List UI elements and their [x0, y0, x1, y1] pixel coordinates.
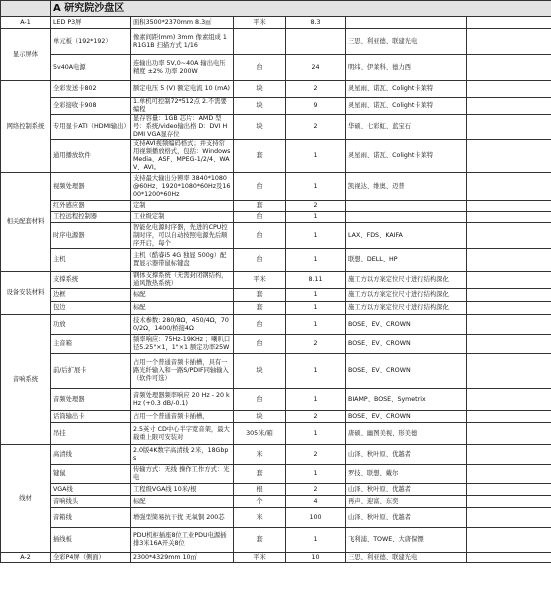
qty-cell: 1	[286, 528, 346, 553]
spec-cell: 智能化电源时序器，先进的CPU控制时序，可以自动按照电源先后顺序开启，每个	[131, 223, 234, 249]
unit-cell: 305米/箱	[234, 423, 286, 445]
spec-cell: 增强型简易抗干扰 无氧铜 200芯	[131, 508, 234, 528]
brand-cell: 山泽、秋叶原、优越者	[346, 508, 467, 528]
item-name-cell: LED P3屏	[51, 17, 131, 29]
spec-cell: 2.0版4K数字高清线 2米，18Gbps	[131, 445, 234, 465]
unit-cell: 平米	[234, 553, 286, 563]
empty-cell	[467, 496, 551, 508]
item-name-cell: 视频处理器	[51, 173, 131, 201]
qty-cell: 1	[286, 223, 346, 249]
item-name-cell: 时序电源器	[51, 223, 131, 249]
unit-cell: 台	[234, 55, 286, 81]
table-row	[1, 55, 551, 81]
qty-cell: 2	[286, 115, 346, 140]
table-row	[1, 389, 551, 411]
spec-cell: 音频处理器频率响应 20 Hz - 20 kHz (+0.3 dB/-0.1)	[131, 389, 234, 411]
unit-cell: 个	[234, 496, 286, 508]
empty-cell	[467, 484, 551, 496]
table-row	[1, 201, 551, 212]
empty-cell	[467, 445, 551, 465]
spec-cell: 频率响应：75Hz-19KHz ；喇叭口径5.25"×1，1"×1 额定功率25W	[131, 335, 234, 354]
unit-cell: 套	[234, 465, 286, 484]
brand-cell: 灵星雨、诺瓦、Colight卡莱特	[346, 140, 467, 173]
brand-cell: 灵星雨、诺瓦、Colight卡莱特	[346, 98, 467, 115]
empty-cell	[467, 29, 551, 55]
empty-cell	[467, 81, 551, 98]
unit-cell: 台	[234, 173, 286, 201]
table-row	[1, 289, 551, 302]
brand-cell: BOSE、EV、CROWN	[346, 354, 467, 389]
table-row	[1, 272, 551, 289]
item-name-cell: VGA线	[51, 484, 131, 496]
qty-cell	[286, 29, 346, 55]
table-row	[1, 553, 551, 563]
empty-cell	[467, 223, 551, 249]
brand-cell: 施工方以方案定位尺寸进行结构深化	[346, 272, 467, 289]
unit-cell: 台	[234, 335, 286, 354]
spec-cell: 额定电压 5 (V) 额定电流 10 (mA)	[131, 81, 234, 98]
qty-cell: 1	[286, 465, 346, 484]
brand-cell: 施工方以方案定位尺寸进行结构深化	[346, 302, 467, 315]
item-name-cell: 红外感应器	[51, 201, 131, 212]
spec-cell: 占用一个普通音频卡插槽，具有一路光纤输入和一路S/PDIF同轴输入（软件可选）	[131, 354, 234, 389]
qty-cell: 4	[286, 496, 346, 508]
unit-cell: 套	[234, 140, 286, 173]
qty-cell: 1	[286, 354, 346, 389]
spec-cell: 工业级定制	[131, 212, 234, 223]
table-row	[1, 335, 551, 354]
spec-cell: 钢体支撑系统（无需封闭钢结构，通风散热系统）	[131, 272, 234, 289]
table-title: A 研究院沙盘区	[51, 1, 551, 17]
qty-cell: 10	[286, 553, 346, 563]
empty-cell	[467, 528, 551, 553]
table-row	[1, 445, 551, 465]
unit-cell: 平米	[234, 17, 286, 29]
item-name-cell: 前/后扩展卡	[51, 354, 131, 389]
table-row	[1, 496, 551, 508]
unit-cell: 米	[234, 508, 286, 528]
unit-cell: 米	[234, 445, 286, 465]
unit-cell: 块	[234, 115, 286, 140]
table-row	[1, 173, 551, 201]
item-name-cell: 通用播放软件	[51, 140, 131, 173]
item-name-cell: 工控远程控制器	[51, 212, 131, 223]
qty-cell: 1	[286, 315, 346, 335]
empty-cell	[467, 173, 551, 201]
unit-cell: 块	[234, 411, 286, 423]
item-name-cell: 5v40A电源	[51, 55, 131, 81]
empty-cell	[467, 508, 551, 528]
qty-cell: 1	[286, 289, 346, 302]
spec-cell: 1.单机可控制72*512点 2.不需要编程	[131, 98, 234, 115]
brand-cell: 凯视达、维奥、迈普	[346, 173, 467, 201]
qty-cell: 8.3	[286, 17, 346, 29]
item-name-cell: 全彩P4屏（侧面）	[51, 553, 131, 563]
table-row	[1, 115, 551, 140]
empty-cell	[467, 55, 551, 81]
empty-cell	[467, 354, 551, 389]
brand-cell: 华硕、七彩虹、蓝宝石	[346, 115, 467, 140]
spec-cell: 支持最大输出分辨率 3840*1080@60Hz、1920*1080*60Hz及1600*1200*60Hz	[131, 173, 234, 201]
spec-cell: 支持AVI视频编码格式；并支持常用视频播放格式，包括：Windows Media、ASF、MPEG-1/2/4、WAV、AVI。	[131, 140, 234, 173]
unit-cell: 台	[234, 212, 286, 223]
table-row	[1, 212, 551, 223]
empty-cell	[467, 272, 551, 289]
item-name-cell: 主机	[51, 249, 131, 272]
qty-cell: 9	[286, 98, 346, 115]
empty-cell	[467, 140, 551, 173]
qty-cell: 1	[286, 140, 346, 173]
brand-cell: BOSE、EV、CROWN	[346, 335, 467, 354]
table-row	[1, 81, 551, 98]
item-name-cell: 支撑系统	[51, 272, 131, 289]
table-row	[1, 29, 551, 55]
spec-cell: 工程级VGA线 10米/根	[131, 484, 234, 496]
empty-cell	[467, 212, 551, 223]
brand-cell: 灵星雨、诺瓦、Colight卡莱特	[346, 81, 467, 98]
table-row	[1, 508, 551, 528]
qty-cell: 1	[286, 302, 346, 315]
qty-cell: 2	[286, 201, 346, 212]
qty-cell: 1	[286, 249, 346, 272]
table-row	[1, 140, 551, 173]
brand-cell: LAX、FDS、KAIFA	[346, 223, 467, 249]
unit-cell: 块	[234, 98, 286, 115]
category-cell: A-1	[1, 17, 51, 29]
empty-cell	[467, 423, 551, 445]
item-name-cell: 全彩接收卡908	[51, 98, 131, 115]
unit-cell: 套	[234, 201, 286, 212]
brand-cell: 唐硕、幽图美视、形美德	[346, 423, 467, 445]
spec-cell: 像素间距(mm) 3mm 像素组成 1R1G1B 扫描方式 1/16	[131, 29, 234, 55]
item-name-cell: 主音箱	[51, 335, 131, 354]
qty-cell: 1	[286, 389, 346, 411]
empty-cell	[1, 1, 51, 17]
empty-cell	[467, 389, 551, 411]
item-name-cell: 功放	[51, 315, 131, 335]
brand-cell: 罗技、联想、戴尔	[346, 465, 467, 484]
spec-cell: 显存容量：1GB 芯片：AMD 型号：系统/video输出格 D：DVI HDMI VGA显存位	[131, 115, 234, 140]
unit-cell: 块	[234, 81, 286, 98]
brand-cell: BOSE、EV、CROWN	[346, 315, 467, 335]
qty-cell: 2	[286, 411, 346, 423]
item-name-cell: 专用显卡ATI（HDMI输出）	[51, 115, 131, 140]
unit-cell: 台	[234, 249, 286, 272]
spec-cell: 传输方式：无线 操作工作方式：光电	[131, 465, 234, 484]
unit-cell: 套	[234, 289, 286, 302]
table-row	[1, 423, 551, 445]
qty-cell: 2	[286, 81, 346, 98]
empty-cell	[467, 465, 551, 484]
qty-cell: 2	[286, 335, 346, 354]
spec-cell: 定制	[131, 201, 234, 212]
table-row	[1, 315, 551, 335]
item-name-cell: 边框	[51, 289, 131, 302]
brand-cell: 明纬、伊莱科、德力西	[346, 55, 467, 81]
category-cell: 网络控制系统	[1, 81, 51, 173]
qty-cell: 2	[286, 445, 346, 465]
brand-cell: 联想、DELL、HP	[346, 249, 467, 272]
category-cell: A-2	[1, 553, 51, 563]
brand-cell	[346, 17, 467, 29]
qty-cell: 1	[286, 212, 346, 223]
brand-cell: 山泽、秋叶原、优越者	[346, 484, 467, 496]
item-name-cell: 键鼠	[51, 465, 131, 484]
empty-cell	[467, 115, 551, 140]
unit-cell: 台	[234, 223, 286, 249]
spec-cell: 标配	[131, 496, 234, 508]
qty-cell: 2	[286, 484, 346, 496]
unit-cell: 平米	[234, 272, 286, 289]
table-row	[1, 223, 551, 249]
item-name-cell: 音箱线	[51, 508, 131, 528]
empty-cell	[467, 201, 551, 212]
brand-cell: 飞利浦、TOWE、大唐保镖	[346, 528, 467, 553]
spec-cell: 2300*4329mm 10㎡	[131, 553, 234, 563]
table-row	[1, 17, 551, 29]
spec-cell: 2.5英寸 CD中心半字宽音架，最大载重上限可安装对	[131, 423, 234, 445]
unit-cell	[234, 29, 286, 55]
table-row	[1, 484, 551, 496]
empty-cell	[467, 302, 551, 315]
unit-cell: 台	[234, 389, 286, 411]
brand-cell: 三思、利亚德、联建光电	[346, 553, 467, 563]
qty-cell: 1	[286, 423, 346, 445]
qty-cell: 100	[286, 508, 346, 528]
table-row	[1, 98, 551, 115]
empty-cell	[467, 411, 551, 423]
spec-cell: 连输出功率 5V,0~40A 输出电压精度 ±2% 功率 200W	[131, 55, 234, 81]
qty-cell: 1	[286, 173, 346, 201]
spec-cell: 标配	[131, 302, 234, 315]
brand-cell: BIAMP、BOSE、Symetrix	[346, 389, 467, 411]
brand-cell	[346, 212, 467, 223]
item-name-cell: 全彩发送卡802	[51, 81, 131, 98]
brand-cell: 山泽、秋叶原、优越者	[346, 445, 467, 465]
spec-cell: 技术参数: 280/8Ω，450/4Ω，700/2Ω，1400/桥接4Ω	[131, 315, 234, 335]
item-name-cell: 音频处理器	[51, 389, 131, 411]
brand-cell: BOSE、EV、CROWN	[346, 411, 467, 423]
table-row	[1, 411, 551, 423]
brand-cell: 三思、利亚德、联建光电	[346, 29, 467, 55]
spec-cell: 主机（酷睿i5 4G 独显 500g）配置显示器带鼠标键盘	[131, 249, 234, 272]
item-name-cell: 插线板	[51, 528, 131, 553]
table-row	[1, 465, 551, 484]
unit-cell: 套	[234, 302, 286, 315]
category-cell: 显示屏体	[1, 29, 51, 81]
item-name-cell: 话筒输出卡	[51, 411, 131, 423]
category-cell: 音响系统	[1, 315, 51, 445]
table-row	[1, 302, 551, 315]
qty-cell: 24	[286, 55, 346, 81]
empty-cell	[467, 249, 551, 272]
spec-cell: 标配	[131, 289, 234, 302]
table-row	[1, 249, 551, 272]
table-row	[1, 528, 551, 553]
item-name-cell: 单元板（192*192）	[51, 29, 131, 55]
brand-cell: 再声、迎富、东奕	[346, 496, 467, 508]
spec-cell: PDU机柜插座8位工业PDU电源插排3米16A开关8位	[131, 528, 234, 553]
brand-cell	[346, 201, 467, 212]
category-cell: 设备安装材料	[1, 272, 51, 315]
empty-cell	[467, 289, 551, 302]
spec-cell: 面积3500*2370mm 8.3㎡	[131, 17, 234, 29]
empty-cell	[467, 17, 551, 29]
brand-cell: 施工方以方案定位尺寸进行结构深化	[346, 289, 467, 302]
table-row	[1, 354, 551, 389]
category-cell: 线材	[1, 445, 51, 553]
item-name-cell: 吊挂	[51, 423, 131, 445]
qty-cell: 8.11	[286, 272, 346, 289]
unit-cell: 根	[234, 484, 286, 496]
table-title-row	[1, 1, 551, 17]
spec-cell: 占用一个普通音频卡插槽，	[131, 411, 234, 423]
empty-cell	[467, 335, 551, 354]
item-name-cell: 高清线	[51, 445, 131, 465]
category-cell: 相关配套材料	[1, 173, 51, 272]
empty-cell	[467, 315, 551, 335]
unit-cell: 台	[234, 315, 286, 335]
unit-cell: 套	[234, 528, 286, 553]
item-name-cell: 包边	[51, 302, 131, 315]
empty-cell	[467, 98, 551, 115]
item-name-cell: 音响线头	[51, 496, 131, 508]
unit-cell: 块	[234, 354, 286, 389]
empty-cell	[467, 553, 551, 563]
